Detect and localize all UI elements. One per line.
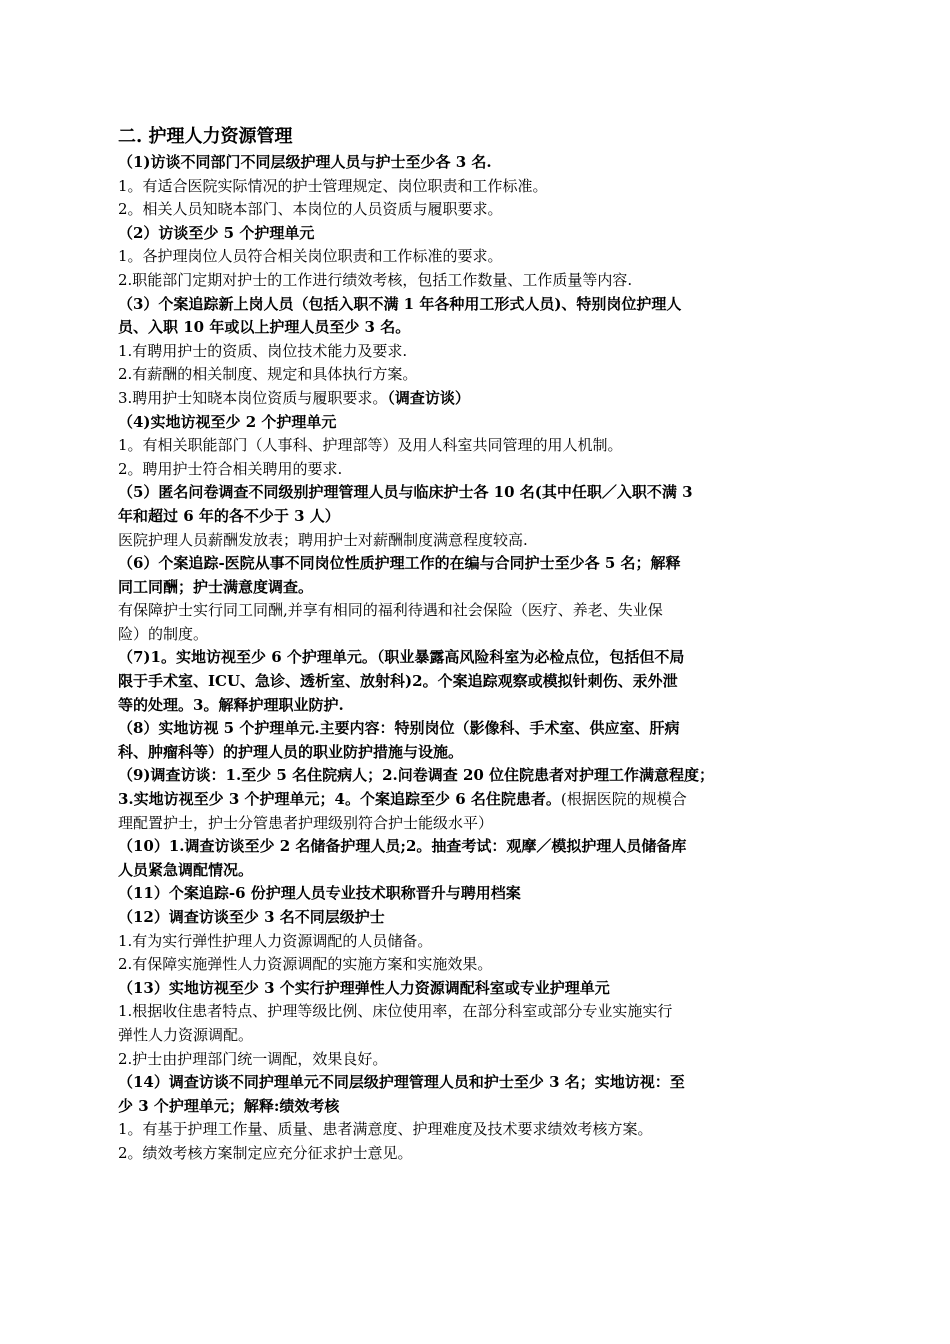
text-line bbox=[118, 788, 838, 812]
text-line-suffix: （调查访谈） bbox=[387, 388, 470, 407]
text-line bbox=[118, 812, 838, 836]
text-line bbox=[118, 340, 838, 364]
text-line-content: （6）个案追踪-医院从事不同岗位性质护理工作的在编与合同护士至少各 5 名；解释 bbox=[118, 554, 681, 573]
text-line-content: 1。有基于护理工作量、质量、患者满意度、护理难度及技术要求绩效考核方案。 bbox=[118, 1120, 653, 1139]
text-line bbox=[118, 552, 838, 576]
text-line bbox=[118, 576, 838, 600]
text-line-content: （11）个案追踪-6 份护理人员专业技术职称晋升与聘用档案 bbox=[118, 884, 521, 903]
text-line-content: 2.职能部门定期对护士的工作进行绩效考核，包括工作数量、工作质量等内容. bbox=[118, 270, 633, 289]
text-line-content: 人员紧急调配情况。 bbox=[118, 860, 254, 879]
document-page bbox=[118, 124, 838, 1166]
text-line bbox=[118, 859, 838, 883]
text-line bbox=[118, 930, 838, 954]
text-line bbox=[118, 481, 838, 505]
text-line-content: 2。绩效考核方案制定应充分征求护士意见。 bbox=[118, 1143, 413, 1162]
text-line-content: 3.聘用护士知晓本岗位资质与履职要求。 bbox=[118, 388, 388, 407]
text-line bbox=[118, 694, 838, 718]
text-line-content: 年和超过 6 年的各不少于 3 人） bbox=[118, 506, 340, 525]
text-line-suffix: (根据医院的规模合 bbox=[560, 790, 687, 809]
text-line bbox=[118, 1048, 838, 1072]
text-line bbox=[118, 1118, 838, 1142]
text-line-content: 2。聘用护士符合相关聘用的要求. bbox=[118, 459, 343, 478]
text-line-content: 有保障护士实行同工同酬,并享有相同的福利待遇和社会保险（医疗、养老、失业保 bbox=[118, 601, 663, 620]
text-line bbox=[118, 835, 838, 859]
text-line bbox=[118, 741, 838, 765]
text-line bbox=[118, 269, 838, 293]
text-line-content: 2。相关人员知晓本部门、本岗位的人员资质与履职要求。 bbox=[118, 200, 503, 219]
text-line-content: （4)实地访视至少 2 个护理单元 bbox=[118, 412, 337, 431]
text-line bbox=[118, 646, 838, 670]
text-line-content: （2）访谈至少 5 个护理单元 bbox=[118, 223, 315, 242]
text-line-content: 科、肿瘤科等）的护理人员的职业防护措施与设施。 bbox=[118, 742, 464, 761]
text-line bbox=[118, 953, 838, 977]
text-line bbox=[118, 411, 838, 435]
text-line bbox=[118, 458, 838, 482]
section-title: 二. 护理人力资源管理 bbox=[118, 126, 293, 147]
text-line-content: 3.实地访视至少 3 个护理单元；4。个案追踪至少 6 名住院患者。 bbox=[118, 790, 561, 809]
text-line bbox=[118, 505, 838, 529]
text-line bbox=[118, 717, 838, 741]
text-line-content: （7)1。实地访视至少 6 个护理单元。（职业暴露高风险科室为必检点位，包括但不局 bbox=[118, 648, 685, 667]
text-line-content: 2.有薪酬的相关制度、规定和具体执行方案。 bbox=[118, 365, 418, 384]
text-line bbox=[118, 293, 838, 317]
text-line-content: 理配置护士，护士分管患者护理级别符合护士能级水平） bbox=[118, 813, 494, 832]
text-line bbox=[118, 764, 838, 788]
text-line-content: 同工同酬；护士满意度调查。 bbox=[118, 577, 314, 596]
text-line-content: （8）实地访视 5 个护理单元.主要内容：特别岗位（影像科、手术室、供应室、肝病 bbox=[118, 719, 680, 738]
text-line bbox=[118, 529, 838, 553]
text-line-content: 1。有适合医院实际情况的护士管理规定、岗位职责和工作标准。 bbox=[118, 176, 548, 195]
text-line bbox=[118, 363, 838, 387]
text-line-content: （13）实地访视至少 3 个实行护理弹性人力资源调配科室或专业护理单元 bbox=[118, 978, 610, 997]
text-line bbox=[118, 222, 838, 246]
text-line-content: （5）匿名问卷调查不同级别护理管理人员与临床护士各 10 名(其中任职／入职不满 3 bbox=[118, 483, 693, 502]
text-line bbox=[118, 316, 838, 340]
text-line bbox=[118, 434, 838, 458]
text-line bbox=[118, 1095, 838, 1119]
text-line bbox=[118, 1142, 838, 1166]
text-line bbox=[118, 245, 838, 269]
text-line-content: （9)调查访谈：1.至少 5 名住院病人；2.问卷调查 20 位住院患者对护理工作满意程度； bbox=[118, 766, 715, 785]
text-line-content: 2.护士由护理部门统一调配，效果良好。 bbox=[118, 1049, 388, 1068]
text-line-content: 医院护理人员薪酬发放表；聘用护士对薪酬制度满意程度较高. bbox=[118, 530, 528, 549]
text-line bbox=[118, 1000, 838, 1024]
text-line bbox=[118, 387, 838, 411]
text-line-content: 险）的制度。 bbox=[118, 624, 209, 643]
text-line bbox=[118, 882, 838, 906]
text-line bbox=[118, 906, 838, 930]
text-line bbox=[118, 151, 838, 175]
text-line bbox=[118, 1071, 838, 1095]
text-line bbox=[118, 623, 838, 647]
text-line-content: 1。有相关职能部门（人事科、护理部等）及用人科室共同管理的用人机制。 bbox=[118, 436, 623, 455]
text-line-content: 1.有为实行弹性护理人力资源调配的人员储备。 bbox=[118, 931, 433, 950]
text-line-content: 少 3 个护理单元；解释:绩效考核 bbox=[118, 1096, 340, 1115]
text-line-content: 弹性人力资源调配。 bbox=[118, 1025, 254, 1044]
text-line-content: 2.有保障实施弹性人力资源调配的实施方案和实施效果。 bbox=[118, 955, 493, 974]
text-line bbox=[118, 599, 838, 623]
text-line bbox=[118, 670, 838, 694]
text-line-content: （10）1.调查访谈至少 2 名储备护理人员;2。抽查考试：观摩／模拟护理人员储备库 bbox=[118, 837, 687, 856]
text-line-content: （14）调查访谈不同护理单元不同层级护理管理人员和护士至少 3 名；实地访视：至 bbox=[118, 1073, 685, 1092]
text-line-content: （12）调查访谈至少 3 名不同层级护士 bbox=[118, 908, 385, 926]
text-line-content: （1)访谈不同部门不同层级护理人员与护士至少各 3 名. bbox=[118, 153, 492, 171]
text-line-content: 限于手术室、ICU、急诊、透析室、放射科)2。个案追踪观察或模拟针刺伤、汞外泄 bbox=[118, 672, 678, 691]
text-line-content: （3）个案追踪新上岗人员（包括入职不满 1 年各种用工形式人员)、特别岗位护理人 bbox=[118, 294, 682, 313]
text-line-content: 1。各护理岗位人员符合相关岗位职责和工作标准的要求。 bbox=[118, 247, 503, 266]
text-line bbox=[118, 175, 838, 199]
text-line bbox=[118, 977, 838, 1001]
text-line bbox=[118, 198, 838, 222]
text-line-content: 1.根据收住患者特点、护理等级比例、床位使用率，在部分科室或部分专业实施实行 bbox=[118, 1002, 673, 1021]
document-body bbox=[118, 151, 838, 1166]
text-line-content: 1.有聘用护士的资质、岗位技术能力及要求. bbox=[118, 341, 408, 360]
text-line-content: 员、入职 10 年或以上护理人员至少 3 名。 bbox=[118, 318, 411, 337]
text-line-content: 等的处理。3。解释护理职业防护. bbox=[118, 695, 344, 714]
text-line bbox=[118, 1024, 838, 1048]
